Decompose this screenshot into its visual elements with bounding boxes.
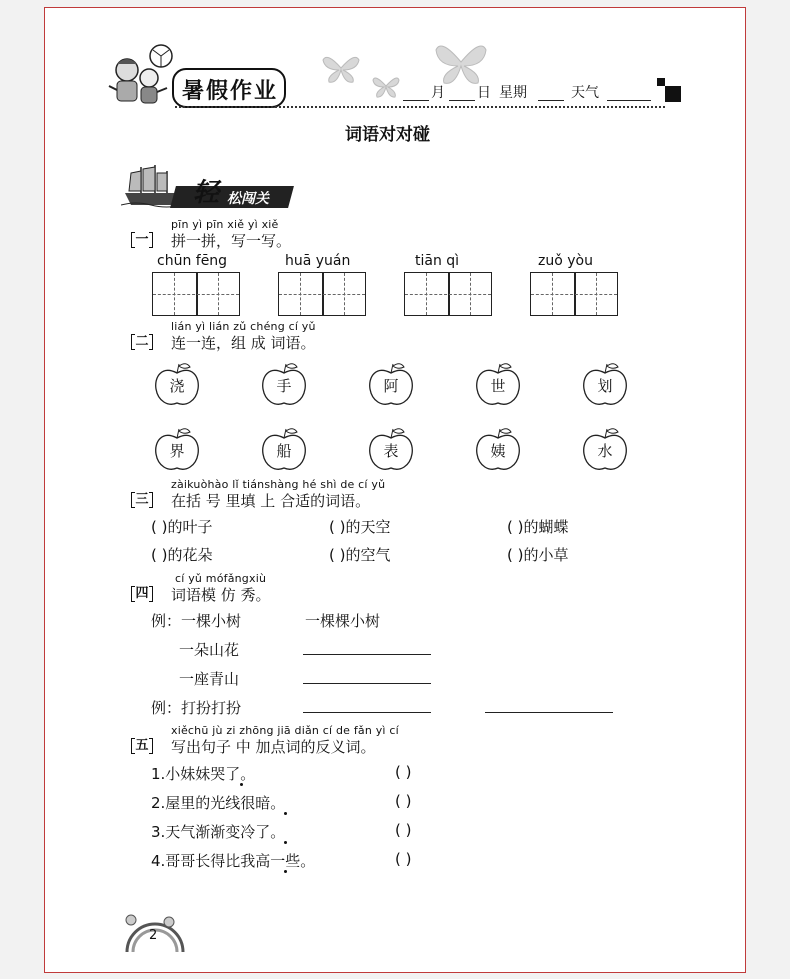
answer-line[interactable] (303, 683, 431, 684)
section2-number: 二 (131, 334, 153, 350)
section1-pinyin: pīn yì pīn xiě yì xiě (171, 218, 279, 231)
sentence-item: 3.天气渐渐变冷了。 (151, 823, 286, 841)
word-pinyin-4: zuǒ yòu (538, 253, 593, 269)
item-2: 一座青山 (179, 670, 240, 688)
section4-instruction: 词语模 仿 秀。 (171, 586, 271, 604)
day-label: 日 (477, 85, 491, 101)
answer-paren[interactable]: ( ) (395, 792, 412, 810)
example1-right: 一棵棵小树 (305, 612, 381, 630)
butterfly-icon (433, 38, 489, 88)
answer-line[interactable] (303, 712, 431, 713)
word-pinyin-1: chūn fēng (157, 253, 228, 269)
section5-pinyin: xiěchū jù zi zhōng jiā diǎn cí de fǎn yì cí (171, 724, 399, 737)
apple-char[interactable] (366, 361, 416, 409)
section1-instruction: 拼一拼，写一写。 (171, 232, 292, 250)
apple-char[interactable] (259, 361, 309, 409)
weekday-label: 星期 (499, 85, 527, 101)
section4-pinyin: cí yǔ mófǎngxiù (175, 572, 267, 585)
sentence-item: 4.哥哥长得比我高一些。 (151, 852, 316, 870)
worksheet-page (44, 7, 746, 973)
month-blank[interactable] (403, 100, 429, 101)
apple-char[interactable] (473, 361, 523, 409)
section3-instruction: 在括 号 里填 上 合适的词语。 (171, 492, 371, 510)
section4-number: 四 (131, 586, 153, 602)
emphasis-dot (284, 870, 287, 873)
fill-blank-item[interactable]: ( )的小草 (507, 546, 569, 564)
word-pinyin-3: tiān qì (415, 253, 460, 269)
answer-paren[interactable]: ( ) (395, 821, 412, 839)
apple-char-label: 表 (383, 442, 399, 460)
answer-line[interactable] (485, 712, 613, 713)
emphasis-dot (284, 812, 287, 815)
section3-pinyin: zàikuòhào lǐ tiánshàng hé shì de cí yǔ (171, 478, 386, 491)
header-divider (175, 106, 665, 108)
butterfly-icon (321, 50, 361, 86)
month-label: 月 (431, 85, 445, 101)
badge-big-char: 轻 (193, 178, 220, 208)
writing-grid-3[interactable] (404, 272, 492, 316)
item-1: 一朵山花 (179, 641, 240, 659)
sentence-item: 2.屋里的光线很暗。 (151, 794, 286, 812)
answer-paren[interactable]: ( ) (395, 850, 412, 868)
word-pinyin-2: huā yuán (285, 253, 351, 269)
page-number: 2 (149, 928, 158, 943)
emphasis-dot (284, 841, 287, 844)
section2-instruction: 连一连，组 成 词语。 (171, 334, 316, 352)
apple-char[interactable] (473, 426, 523, 474)
apple-char-label: 阿 (383, 377, 399, 395)
weekday-blank[interactable] (538, 100, 564, 101)
apple-char[interactable] (152, 361, 202, 409)
apple-char-label: 手 (276, 377, 292, 395)
apple-char[interactable] (366, 426, 416, 474)
writing-grid-2[interactable] (278, 272, 366, 316)
sentence-item: 1.小妹妹哭了。 (151, 765, 256, 783)
apple-char[interactable] (580, 361, 630, 409)
writing-grid-4[interactable] (530, 272, 618, 316)
example2-left: 例：打扮打扮 (151, 699, 242, 717)
page-title: 词语对对碰 (345, 125, 430, 145)
section2-pinyin: lián yì lián zǔ chéng cí yǔ (171, 320, 316, 333)
fill-blank-item[interactable]: ( )的天空 (329, 518, 391, 536)
corner-square-small (657, 78, 665, 86)
emphasis-dot (240, 783, 243, 786)
apple-char[interactable] (259, 426, 309, 474)
apple-char-label: 船 (276, 442, 292, 460)
example1-left: 例：一棵小树 (151, 612, 242, 630)
weather-label: 天气 (571, 85, 599, 101)
apple-char-label: 划 (597, 377, 613, 395)
weather-blank[interactable] (607, 100, 651, 101)
day-blank[interactable] (449, 100, 475, 101)
badge-small-text: 松闯关 (227, 191, 269, 207)
apple-char-label: 姨 (490, 442, 506, 460)
answer-line[interactable] (303, 654, 431, 655)
section5-number: 五 (131, 738, 153, 754)
banner-text: 暑假作业 (182, 79, 279, 104)
apple-char[interactable] (580, 426, 630, 474)
corner-square-large (665, 86, 681, 102)
section1-number: 一 (131, 232, 153, 248)
apple-char-label: 世 (490, 377, 506, 395)
apple-char-label: 水 (597, 442, 613, 460)
butterfly-icon (371, 72, 401, 100)
apple-char[interactable] (152, 426, 202, 474)
apple-char-label: 界 (169, 442, 185, 460)
answer-paren[interactable]: ( ) (395, 763, 412, 781)
writing-grid-1[interactable] (152, 272, 240, 316)
section5-instruction: 写出句子 中 加点词的反义词。 (171, 738, 376, 756)
fill-blank-item[interactable]: ( )的花朵 (151, 546, 213, 564)
fill-blank-item[interactable]: ( )的叶子 (151, 518, 213, 536)
apple-char-label: 浇 (169, 377, 185, 395)
fill-blank-item[interactable]: ( )的空气 (329, 546, 391, 564)
fill-blank-item[interactable]: ( )的蝴蝶 (507, 518, 569, 536)
banner-box (172, 68, 286, 108)
section3-number: 三 (131, 492, 153, 508)
